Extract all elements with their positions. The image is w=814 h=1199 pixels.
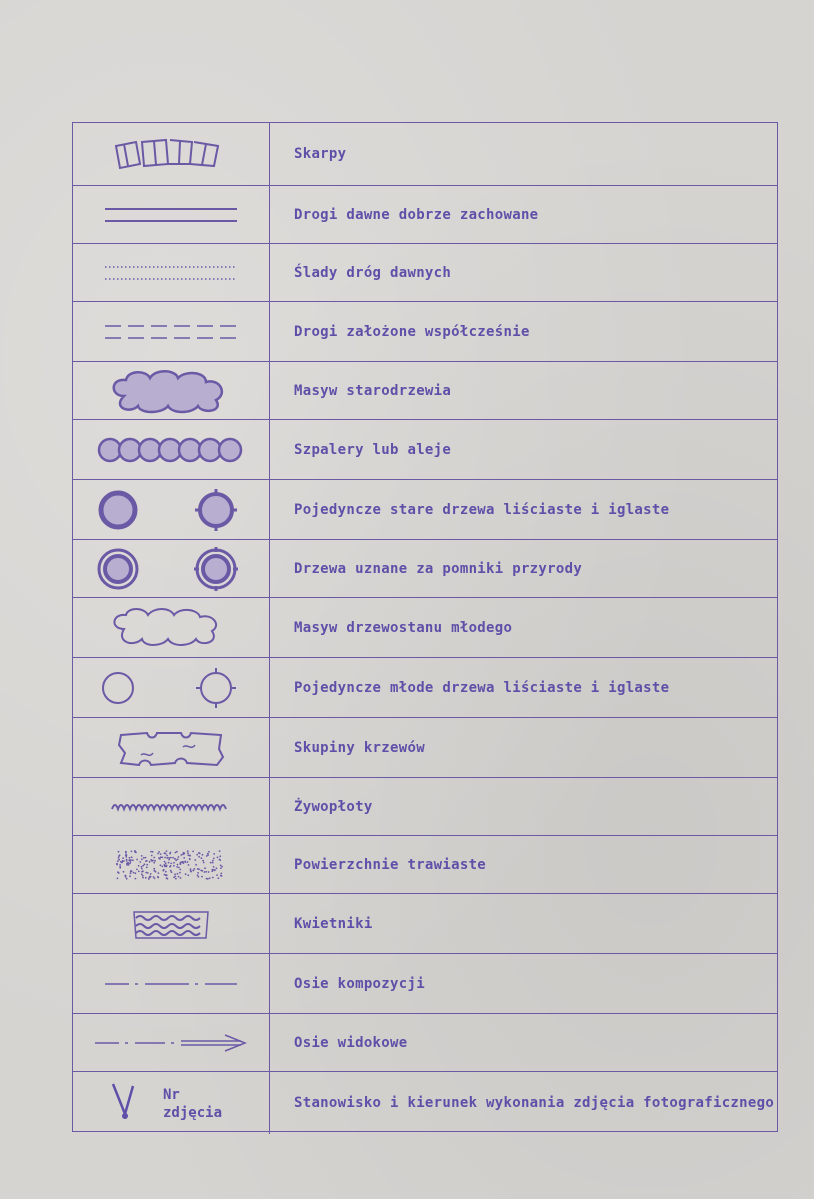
grass-dot <box>180 877 182 879</box>
grass-dot <box>180 863 182 865</box>
grass-dot <box>180 854 182 856</box>
grass-dot <box>150 873 152 875</box>
grass-dot <box>221 875 223 877</box>
legend-table <box>72 122 778 1132</box>
hedge-icon <box>73 778 270 836</box>
grass-dot <box>136 859 138 861</box>
grass-dot <box>145 872 147 874</box>
grass-dot <box>212 860 214 862</box>
grass-dot <box>202 860 204 862</box>
grass-dot <box>166 874 168 876</box>
grass-dot <box>142 875 144 877</box>
legend-row <box>73 717 777 778</box>
legend-row <box>73 539 777 598</box>
grass-dot <box>197 868 199 870</box>
grass-dot <box>141 868 143 870</box>
old-tree-mass-icon <box>73 362 270 420</box>
grass-dot <box>216 874 218 876</box>
legend-label: Osie widokowe <box>294 1035 408 1051</box>
grass-dot <box>176 866 178 868</box>
legend-row <box>73 243 777 302</box>
composition-axis-icon <box>73 954 270 1014</box>
grass-dot <box>205 871 207 873</box>
grass-dot <box>179 872 181 874</box>
grass-dot <box>126 860 128 862</box>
legend-label: Drogi dawne dobrze zachowane <box>294 207 539 223</box>
legend-row <box>73 301 777 362</box>
double-line-icon <box>73 186 270 244</box>
grass-dot <box>164 853 166 855</box>
grass-dot <box>174 873 176 875</box>
grass-dot <box>178 867 180 869</box>
grass-dot <box>169 857 171 859</box>
grass-dot <box>141 866 143 868</box>
photo-number-line-1: Nr <box>163 1087 180 1103</box>
grass-dot <box>166 857 168 859</box>
grass-dot <box>166 850 168 852</box>
grass-dot <box>220 873 222 875</box>
grass-dot <box>220 867 222 869</box>
legend-row <box>73 361 777 420</box>
grass-dot <box>150 859 152 861</box>
flowerbed-icon <box>73 894 270 954</box>
grass-dot <box>116 863 118 865</box>
grass-dot <box>136 869 138 871</box>
grass-dot <box>142 870 144 872</box>
grass-dot <box>161 866 163 868</box>
grass-dot <box>138 865 140 867</box>
grass-dot <box>201 876 203 878</box>
grass-dot <box>200 870 202 872</box>
grass-dot <box>130 859 132 861</box>
grass-dot <box>187 874 189 876</box>
legend-label: Skupiny krzewów <box>294 740 425 756</box>
grass-icon <box>73 836 270 894</box>
grass-dot <box>132 859 134 861</box>
grass-dot <box>203 862 205 864</box>
grass-dot <box>130 870 132 872</box>
grass-dot <box>173 862 175 864</box>
grass-dot <box>141 858 143 860</box>
grass-dot <box>199 852 201 854</box>
grass-dot <box>221 866 223 868</box>
grass-dot <box>119 866 121 868</box>
grass-dot <box>177 873 179 875</box>
legend-row <box>73 123 777 185</box>
grass-dot <box>146 864 148 866</box>
grass-dot <box>122 860 124 862</box>
grass-dot <box>126 878 128 880</box>
grass-dot <box>198 856 200 858</box>
grass-dot <box>154 860 156 862</box>
photo-point-icon <box>73 1072 270 1134</box>
grass-dot <box>217 857 219 859</box>
grass-dot <box>118 859 120 861</box>
grass-dot <box>182 853 184 855</box>
grass-dot <box>210 862 212 864</box>
legend-row <box>73 597 777 658</box>
grass-dot <box>209 877 211 879</box>
photo-number-label <box>163 1086 222 1122</box>
grass-dot <box>120 861 122 863</box>
grass-dot <box>162 870 164 872</box>
legend-row <box>73 835 777 894</box>
grass-dot <box>178 876 180 878</box>
grass-dot <box>160 853 162 855</box>
grass-dot <box>150 876 152 878</box>
view-axis-icon <box>73 1014 270 1072</box>
grass-dot <box>118 857 120 859</box>
grass-dot <box>161 856 163 858</box>
grass-dot <box>219 859 221 861</box>
grass-dot <box>201 857 203 859</box>
grass-dot <box>196 854 198 856</box>
grass-dot <box>139 861 141 863</box>
grass-dot <box>168 862 170 864</box>
grass-dot <box>166 865 168 867</box>
grass-dot <box>178 856 180 858</box>
legend-row <box>73 1071 777 1134</box>
grass-dot <box>157 876 159 878</box>
grass-dot <box>145 857 147 859</box>
grass-dot <box>208 871 210 873</box>
legend-label: Drzewa uznane za pomniki przyrody <box>294 561 583 577</box>
grass-dot <box>189 858 191 860</box>
legend-label: Żywopłoty <box>294 799 373 815</box>
grass-dot <box>188 864 190 866</box>
grass-dot <box>143 857 145 859</box>
grass-dot <box>204 867 206 869</box>
grass-dot <box>173 877 175 879</box>
legend-row <box>73 777 777 836</box>
grass-dot <box>125 856 127 858</box>
grass-dot <box>164 866 166 868</box>
grass-dot <box>198 876 200 878</box>
grass-dot <box>212 877 214 879</box>
grass-dot <box>141 873 143 875</box>
legend-label: Drogi założone współcześnie <box>294 324 530 340</box>
legend-label: Skarpy <box>294 146 347 162</box>
grass-dot <box>130 872 132 874</box>
grass-dot <box>152 851 154 853</box>
grass-dot <box>213 866 215 868</box>
grass-dot <box>177 864 179 866</box>
legend-row <box>73 1013 777 1072</box>
grass-dot <box>189 855 191 857</box>
grass-dot <box>141 855 143 857</box>
legend-row <box>73 657 777 718</box>
grass-dot <box>128 859 130 861</box>
grass-dot <box>219 855 221 857</box>
grass-dot <box>171 871 173 873</box>
grass-dot <box>124 875 126 877</box>
grass-dot <box>175 852 177 854</box>
grass-dot <box>218 877 220 879</box>
legend-label: Szpalery lub aleje <box>294 442 452 458</box>
grass-dot <box>118 872 120 874</box>
grass-dot <box>169 853 171 855</box>
grass-dot <box>164 857 166 859</box>
dashed-line-icon <box>73 302 270 362</box>
legend-row <box>73 893 777 954</box>
grass-dot <box>197 874 199 876</box>
grass-dot <box>125 854 127 856</box>
grass-dot <box>197 872 199 874</box>
grass-dot <box>135 878 137 880</box>
grass-dot <box>183 857 185 859</box>
grass-dot <box>220 865 222 867</box>
grass-dot <box>179 869 181 871</box>
grass-dot <box>165 871 167 873</box>
dotted-line-icon <box>73 244 270 302</box>
grass-dot <box>172 857 174 859</box>
grass-dot <box>187 854 189 856</box>
grass-dot <box>117 878 119 880</box>
grass-dot <box>183 862 185 864</box>
grass-dot <box>131 851 133 853</box>
grass-dot <box>160 864 162 866</box>
monument-trees-icon <box>73 540 270 598</box>
grass-dot <box>207 853 209 855</box>
grass-dot <box>129 875 131 877</box>
grass-dot <box>145 877 147 879</box>
grass-dot <box>194 859 196 861</box>
grass-dot <box>148 878 150 880</box>
grass-dot <box>190 868 192 870</box>
young-tree-mass-icon <box>73 598 270 658</box>
photo-number-line-2: zdjęcia <box>163 1105 223 1121</box>
legend-label: Pojedyncze młode drzewa liściaste i iglaste <box>294 680 670 696</box>
grass-dot <box>174 858 176 860</box>
grass-dot <box>206 878 208 880</box>
grass-dot <box>117 860 119 862</box>
grass-dot <box>118 855 120 857</box>
grass-dot <box>153 870 155 872</box>
grass-dot <box>170 865 172 867</box>
legend-label: Kwietniki <box>294 916 373 932</box>
grass-dot <box>118 851 120 853</box>
grass-dot <box>166 855 168 857</box>
grass-dot <box>175 878 177 880</box>
grass-dot <box>212 869 214 871</box>
shrub-group-icon <box>73 718 270 778</box>
grass-dot <box>125 852 127 854</box>
tree-row-icon <box>73 420 270 480</box>
grass-dot <box>168 859 170 861</box>
grass-dot <box>208 851 210 853</box>
grass-dot <box>142 877 144 879</box>
grass-dot <box>157 853 159 855</box>
grass-dot <box>158 872 160 874</box>
grass-dot <box>202 854 204 856</box>
grass-dot <box>185 861 187 863</box>
grass-dot <box>187 850 189 852</box>
grass-dot <box>154 878 156 880</box>
grass-dot <box>216 867 218 869</box>
grass-dot <box>213 858 215 860</box>
legend-label: Stanowisko i kierunek wykonania zdjęcia fotograficznego <box>294 1095 775 1111</box>
grass-dot <box>175 859 177 861</box>
grass-dot <box>153 862 155 864</box>
grass-dot <box>204 871 206 873</box>
grass-dot <box>151 855 153 857</box>
grass-dot <box>173 865 175 867</box>
legend-label: Powierzchnie trawiaste <box>294 857 487 873</box>
grass-dot <box>219 850 221 852</box>
grass-dot <box>187 852 189 854</box>
grass-dot <box>167 878 169 880</box>
grass-dot <box>146 867 148 869</box>
grass-dot <box>185 873 187 875</box>
grass-dot <box>122 857 124 859</box>
grass-dot <box>213 853 215 855</box>
legend-row <box>73 479 777 540</box>
grass-dot <box>194 868 196 870</box>
grass-dot <box>160 856 162 858</box>
grass-dot <box>158 857 160 859</box>
grass-dot <box>177 858 179 860</box>
grass-dot <box>212 862 214 864</box>
grass-dot <box>130 861 132 863</box>
grass-dot <box>146 860 148 862</box>
grass-dot <box>187 861 189 863</box>
grass-dot <box>133 872 135 874</box>
legend-row <box>73 953 777 1014</box>
grass-dot <box>134 850 136 852</box>
legend-label: Ślady dróg dawnych <box>294 265 452 281</box>
legend-row <box>73 185 777 244</box>
legend-label: Masyw starodrzewia <box>294 383 452 399</box>
legend-label: Osie kompozycji <box>294 976 425 992</box>
grass-dot <box>138 871 140 873</box>
grass-dot <box>126 864 128 866</box>
legend-label: Pojedyncze stare drzewa liściaste i iglaste <box>294 502 670 518</box>
grass-dot <box>149 861 151 863</box>
grass-dot <box>165 862 167 864</box>
grass-dot <box>153 857 155 859</box>
grass-dot <box>129 857 131 859</box>
grass-dot <box>131 856 133 858</box>
grass-dot <box>195 864 197 866</box>
single-old-trees-icon <box>73 480 270 540</box>
grass-dot <box>144 863 146 865</box>
grass-dot <box>214 869 216 871</box>
grass-dot <box>170 863 172 865</box>
legend-row <box>73 419 777 480</box>
grass-dot <box>135 872 137 874</box>
grass-dot <box>192 851 194 853</box>
grass-dot <box>164 861 166 863</box>
grass-dot <box>190 870 192 872</box>
grass-dot <box>119 864 121 866</box>
grass-dot <box>158 851 160 853</box>
grass-dot <box>123 871 125 873</box>
grass-dot <box>152 860 154 862</box>
single-young-trees-icon <box>73 658 270 718</box>
grass-dot <box>150 851 152 853</box>
grass-dot <box>206 855 208 857</box>
grass-dot <box>153 868 155 870</box>
slope-icon <box>73 123 270 185</box>
legend-label: Masyw drzewostanu młodego <box>294 620 513 636</box>
grass-dot <box>192 870 194 872</box>
